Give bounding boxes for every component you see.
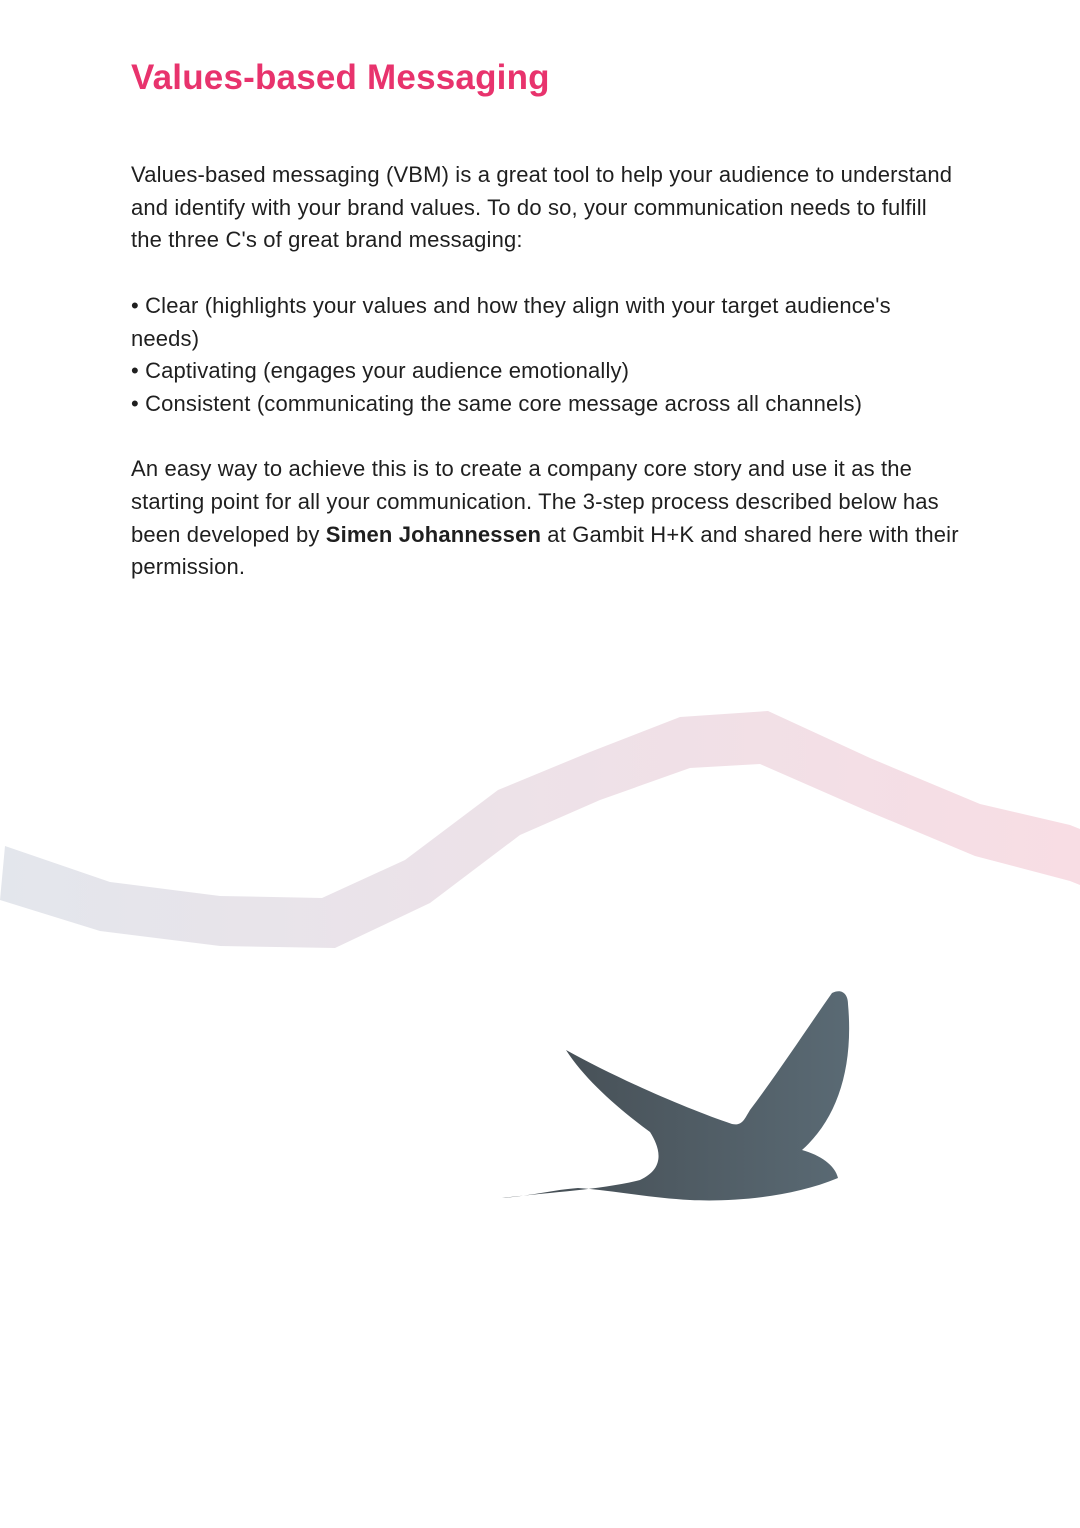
author-name: Simen Johannessen [325, 521, 542, 547]
bullet-captivating: • Captivating (engages your audience emotionally) [131, 358, 630, 384]
intro-paragraph: Values-based messaging (VBM) is a great tool to help your audience to understand and identify with your brand values. To do so, your communication needs to fulfill the three C's of great brand messaging: [131, 162, 953, 253]
body-text [131, 159, 961, 584]
bullet-clear: • Clear (highlights your values and how they align with your target audience's needs) [131, 292, 891, 351]
closing-text-before: An easy way to achieve this is to create a company core story and use it as the starting point for all your communication. The 3-step process described below has been developed by [131, 456, 939, 547]
brush-stroke-wave [0, 690, 1080, 970]
page-title: Values-based Messaging [131, 58, 550, 97]
closing-text-after: at Gambit H+K and shared here with their permission. [131, 521, 959, 580]
swallow-bird-icon [490, 980, 850, 1210]
closing-paragraph [131, 453, 961, 584]
bullet-consistent: • Consistent (communicating the same core message across all channels) [131, 390, 863, 416]
